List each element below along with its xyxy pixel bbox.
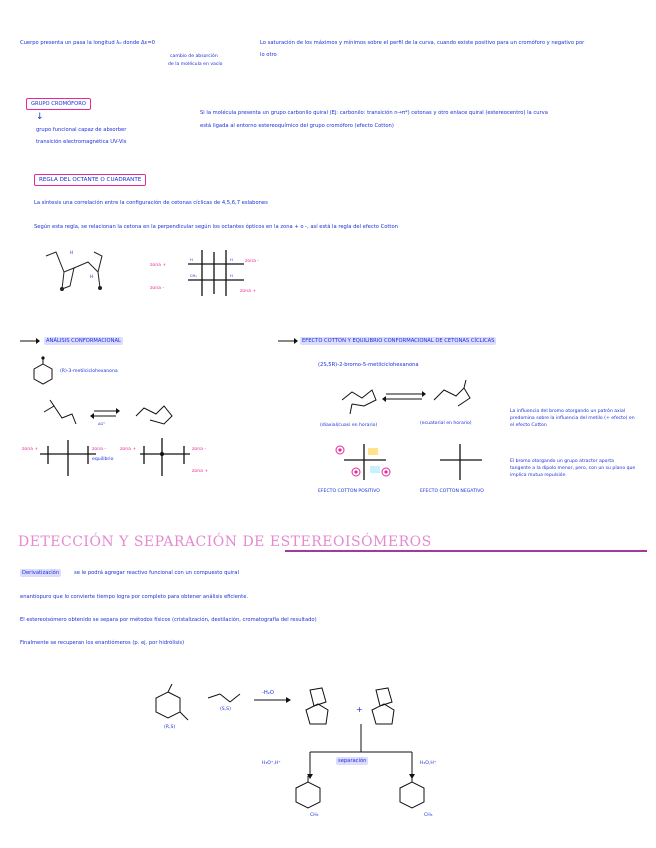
conformational-heading — [44, 338, 123, 345]
chromophore-def1: grupo funcional capaz de absorber — [36, 127, 127, 133]
cotton-effect-left: EFECTO COTTON POSITIVO — [318, 489, 380, 494]
arrow-right-icon — [20, 338, 40, 344]
detection-line2: enantiopuro que lo convierte tiempo logra por completo para obtener análisis eficiente. — [20, 594, 249, 600]
cotton-cap-left: (diaxial/cuasi en horario) — [320, 423, 378, 428]
reaction-scheme — [150, 680, 470, 820]
cotton-note1: La influencia del bromo otorgando un patrón axial predomina sobre la influencia del metilo (+ efecto) en el efecto Cotton — [510, 409, 635, 428]
octant-zone-3: zona - — [150, 286, 165, 291]
chromophore-heading — [26, 101, 91, 108]
detection-line1: se le podrá agregar reactivo funcional con un compuesto quiral — [74, 570, 239, 576]
chromophore-note2: está ligada al entorno estereoquímico del grupo cromóforo (efecto Cotton) — [200, 123, 394, 129]
arrow-right-icon-2 — [278, 338, 298, 344]
cotton-effect-right: EFECTO COTTON NEGATIVO — [420, 489, 484, 494]
conformer-cross-diagrams — [40, 438, 200, 478]
chromophore-def2: transición electromagnética UV-Vis — [36, 139, 127, 145]
octant-heading — [34, 177, 146, 184]
intro-right-line1: Lo saturación de los máximos y mínimos sobre el perfil de la curva, cuando existe positivo para un cromóforo y negativo por — [260, 40, 585, 46]
octant-heading-box: REGLA DEL OCTANTE O CUADRANTE — [34, 174, 146, 186]
conf-caption: equilibrio — [92, 457, 114, 462]
detection-term — [20, 570, 61, 577]
chromophore-heading-box: GRUPO CROMÓFORO — [26, 98, 91, 110]
methylcyclohexanone-structure — [30, 356, 56, 386]
intro-left-sub2: de la molécula en vacío — [168, 62, 223, 67]
svg-text:H: H — [230, 274, 233, 278]
product-right-substituent: CH₃ — [424, 813, 433, 818]
octant-chair-diagram — [42, 244, 117, 294]
intro-left-line: Cuerpo presenta un pasa la longitud λ₀ donde Δε=0 — [20, 40, 155, 46]
cotton-cross-diagrams — [334, 440, 494, 486]
conf-zone-3: zona + — [120, 447, 137, 452]
cotton-heading-highlight: EFECTO COTTON Y EQUILIBRIO CONFORMACIONAL DE CETONAS CÍCLICAS — [302, 338, 495, 344]
product-left-substituent: CH₃ — [310, 813, 319, 818]
svg-text:H: H — [70, 250, 74, 255]
down-arrow-icon: ↓ — [36, 112, 44, 122]
cotton-compound: (2S,5R)-2-bromo-5-metilciclohexanona — [318, 362, 419, 368]
detection-line4: Finalmente se recuperan los enantiómeros (p. ej. por hidrólisis) — [20, 640, 185, 646]
reaction-plus: + — [356, 705, 363, 714]
svg-text:H: H — [190, 258, 193, 262]
svg-text:CH₃: CH₃ — [190, 274, 197, 278]
reaction-hydrolysis-right: H₂O,H⁺ — [420, 761, 437, 766]
octant-line1: La síntesis una correlación entre la configuración de cetonas cíclicas de 4,5,6,7 eslabones — [34, 200, 268, 206]
detection-term-highlight: Derivatización — [22, 570, 60, 576]
detection-line3: El estereoisómero obtenido se separa por métodos físicos (cristalización, destilación, cromatografía del resultado) — [20, 617, 317, 623]
chromophore-note1: Si la molécula presenta un grupo carbonilo quiral (Ej: carbonilo: transición n→π*) cetonas y otro enlace quiral (estereocentro) la curva — [200, 110, 548, 116]
cotton-conformer-diagram — [336, 378, 476, 418]
conf-zone-5: zona + — [192, 469, 209, 474]
conf-zone-2: zona - — [92, 447, 107, 452]
octant-zone-4: zona + — [240, 289, 257, 294]
cotton-heading — [300, 338, 496, 345]
intro-right-line2: lo otro — [260, 52, 277, 58]
octant-line2: Según esta regla, se relacionan la cetona en la perpendicular según los octantes ópticos en la zona + o -, así está la regla del efecto Cotton — [34, 224, 398, 230]
octant-zone-1: zona + — [150, 263, 167, 268]
conformational-heading-highlight: ANÁLISIS CONFORMACIONAL — [46, 338, 121, 344]
svg-text:ΔG°: ΔG° — [98, 422, 106, 426]
reaction-reagent-label: (S,S) — [220, 707, 231, 712]
intro-left-sub1: cambio de absorción — [170, 54, 218, 59]
svg-text:H: H — [230, 258, 233, 262]
reaction-separation — [336, 758, 368, 765]
conformer-equilibrium-diagram — [40, 398, 190, 434]
reaction-hydrolysis-left: H₃O⁺,H⁺ — [262, 761, 281, 766]
reaction-left-label: (R,S) — [164, 725, 176, 730]
octant-zone-2: zona - — [245, 259, 260, 264]
conformational-molecule: (R)-3-metilciclohexanona — [60, 369, 118, 374]
separation-highlight: separación — [338, 758, 367, 764]
cotton-cap-right: (ecuatorial en horario) — [420, 421, 472, 426]
conf-zone-4: zona - — [192, 447, 207, 452]
section-divider — [285, 550, 647, 552]
reaction-arrow-label: -H₂O — [262, 690, 274, 696]
detection-title: DETECCIÓN Y SEPARACIÓN DE ESTEREOISÓMEROS — [18, 534, 432, 550]
svg-text:H: H — [90, 274, 94, 279]
cotton-note2: El bromo otorgando un grupo atractor aporta tangente a la dipolo menor, pero, con un su plano que implica mutua repulsión — [510, 459, 636, 478]
conf-zone-1: zona + — [22, 447, 39, 452]
